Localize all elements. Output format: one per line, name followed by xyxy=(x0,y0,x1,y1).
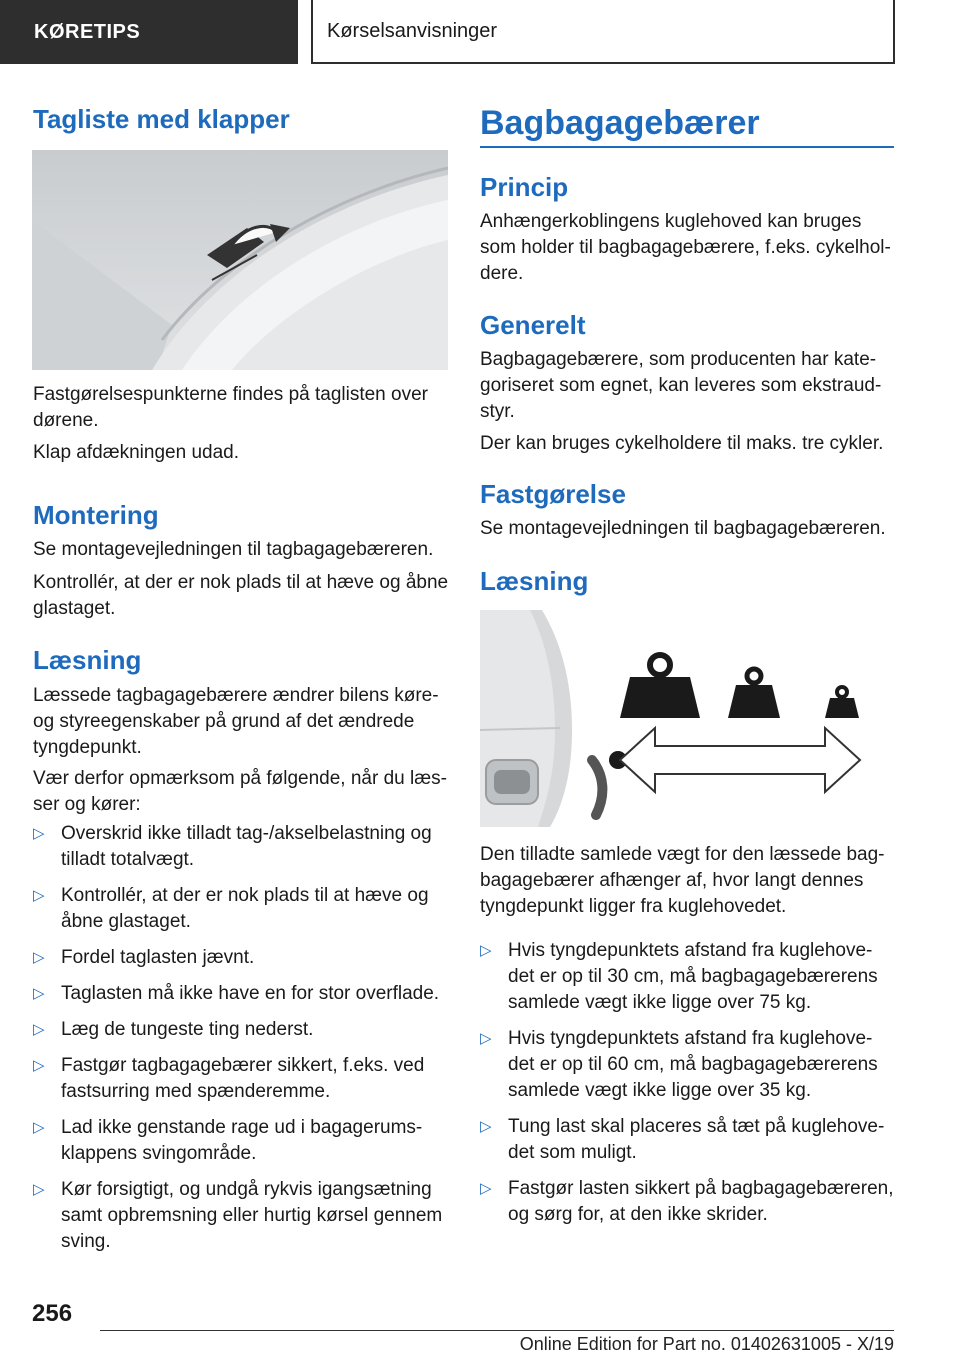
list-item: ▷ Lad ikke genstande rage ud i bagagerums- klappens svingområde. xyxy=(33,1117,423,1164)
list-item: ▷ Fordel taglasten jævnt. xyxy=(33,945,449,971)
list-item: ▷ Tung last skal placeres så tæt på kuglehove- det som muligt. xyxy=(480,1116,885,1163)
left-laesning-title: Læsning xyxy=(33,645,142,675)
fastgorelse-title: Fastgørelse xyxy=(480,479,626,509)
page-number: 256 xyxy=(32,1300,73,1327)
left-laesning-text-2: Vær derfor opmærksom på følgende, når du læs- ser og kører: xyxy=(33,768,447,815)
list-item: ▷ Fastgør lasten sikkert på bagbagagebæreren, og sørg for, at den ikke skrider. xyxy=(480,1178,894,1225)
triangle-bullet-icon: ▷ xyxy=(480,1030,492,1047)
generelt-text-2: Der kan bruges cykelholdere til maks. tre cykler. xyxy=(480,433,884,454)
generelt-text-1: Bagbagagebærere, som producenten har kate- goriseret som egnet, kan leveres som ekstraud- styr. xyxy=(480,349,882,422)
triangle-bullet-icon: ▷ xyxy=(33,825,45,842)
roof-rail-title: Tagliste med klapper xyxy=(33,104,290,134)
list-item: ▷ Hvis tyngdepunktets afstand fra kuglehove- det er op til 60 cm, må bagbagagebærerens samlede vægt ikke ligge over 35 kg. xyxy=(480,1028,878,1101)
roof-rail-text-1: Fastgørelsespunkterne findes på taglisten over dørene. xyxy=(33,384,428,431)
right-laesning-text: Den tilladte samlede vægt for den læssede bag- bagagebærer afhænger af, hvor langt dennes tyngdepunkt ligger fra kuglehovedet. xyxy=(480,844,885,917)
list-item: ▷ Kontrollér, at der er nok plads til at hæve og åbne glastaget. xyxy=(33,885,429,932)
roof-rail-illustration xyxy=(32,150,448,370)
triangle-bullet-icon: ▷ xyxy=(33,1181,45,1198)
footer-divider xyxy=(100,1330,894,1331)
princip-title: Princip xyxy=(480,172,569,202)
list-item: ▷ Overskrid ikke tilladt tag-/akselbelastning og tilladt totalvægt. xyxy=(33,823,432,870)
triangle-bullet-icon: ▷ xyxy=(33,985,45,1002)
montering-text-2: Kontrollér, at der er nok plads til at hæve og åbne glastaget. xyxy=(33,572,449,619)
fastgorelse-text: Se montagevejledningen til bagbagagebæreren. xyxy=(480,518,886,539)
triangle-bullet-icon: ▷ xyxy=(480,942,492,959)
list-item: ▷ Hvis tyngdepunktets afstand fra kuglehove- det er op til 30 cm, må bagbagagebærerens samlede vægt ikke ligge over 75 kg. xyxy=(480,940,878,1013)
list-item: ▷ Kør forsigtigt, og undgå rykvis igangsætning samt opbremsning eller hurtig kørsel gennem sving. xyxy=(33,1179,443,1252)
generelt-title: Generelt xyxy=(480,310,586,340)
triangle-bullet-icon: ▷ xyxy=(33,887,45,904)
princip-text: Anhængerkoblingens kuglehoved kan bruges som holder til bagbagagebærere, f.eks. cykelhol- dere. xyxy=(480,211,891,284)
left-laesning-list xyxy=(33,821,449,1265)
montering-title: Montering xyxy=(33,500,159,530)
triangle-bullet-icon: ▷ xyxy=(33,949,45,966)
triangle-bullet-icon: ▷ xyxy=(480,1118,492,1135)
rear-carrier-title: Bagbagagebærer xyxy=(480,104,760,142)
right-laesning-list xyxy=(480,938,896,1238)
left-laesning-text-1: Læssede tagbagagebærere ændrer bilens køre- og styreegenskaber på grund af det ændrede tyngdepunkt. xyxy=(33,685,439,758)
weight-distance-illustration xyxy=(480,610,896,827)
triangle-bullet-icon: ▷ xyxy=(33,1057,45,1074)
footer-edition: Online Edition for Part no. 01402631005 - X/19 xyxy=(519,1334,894,1354)
list-item: ▷ Fastgør tagbagagebærer sikkert, f.eks. ved fastsurring med spænderemme. xyxy=(33,1055,425,1102)
montering-text-1: Se montagevejledningen til tagbagagebæreren. xyxy=(33,539,434,560)
header-section-tab: KØRETIPS xyxy=(0,0,298,64)
title-divider xyxy=(480,146,894,148)
right-laesning-title: Læsning xyxy=(480,566,589,596)
triangle-bullet-icon: ▷ xyxy=(480,1180,492,1197)
header-chapter-tab: Kørselsanvisninger xyxy=(311,0,895,64)
list-item: ▷ Læg de tungeste ting nederst. xyxy=(33,1017,449,1043)
list-item: ▷ Taglasten må ikke have en for stor overflade. xyxy=(33,981,449,1007)
triangle-bullet-icon: ▷ xyxy=(33,1021,45,1038)
triangle-bullet-icon: ▷ xyxy=(33,1119,45,1136)
roof-rail-text-2: Klap afdækningen udad. xyxy=(33,442,239,463)
